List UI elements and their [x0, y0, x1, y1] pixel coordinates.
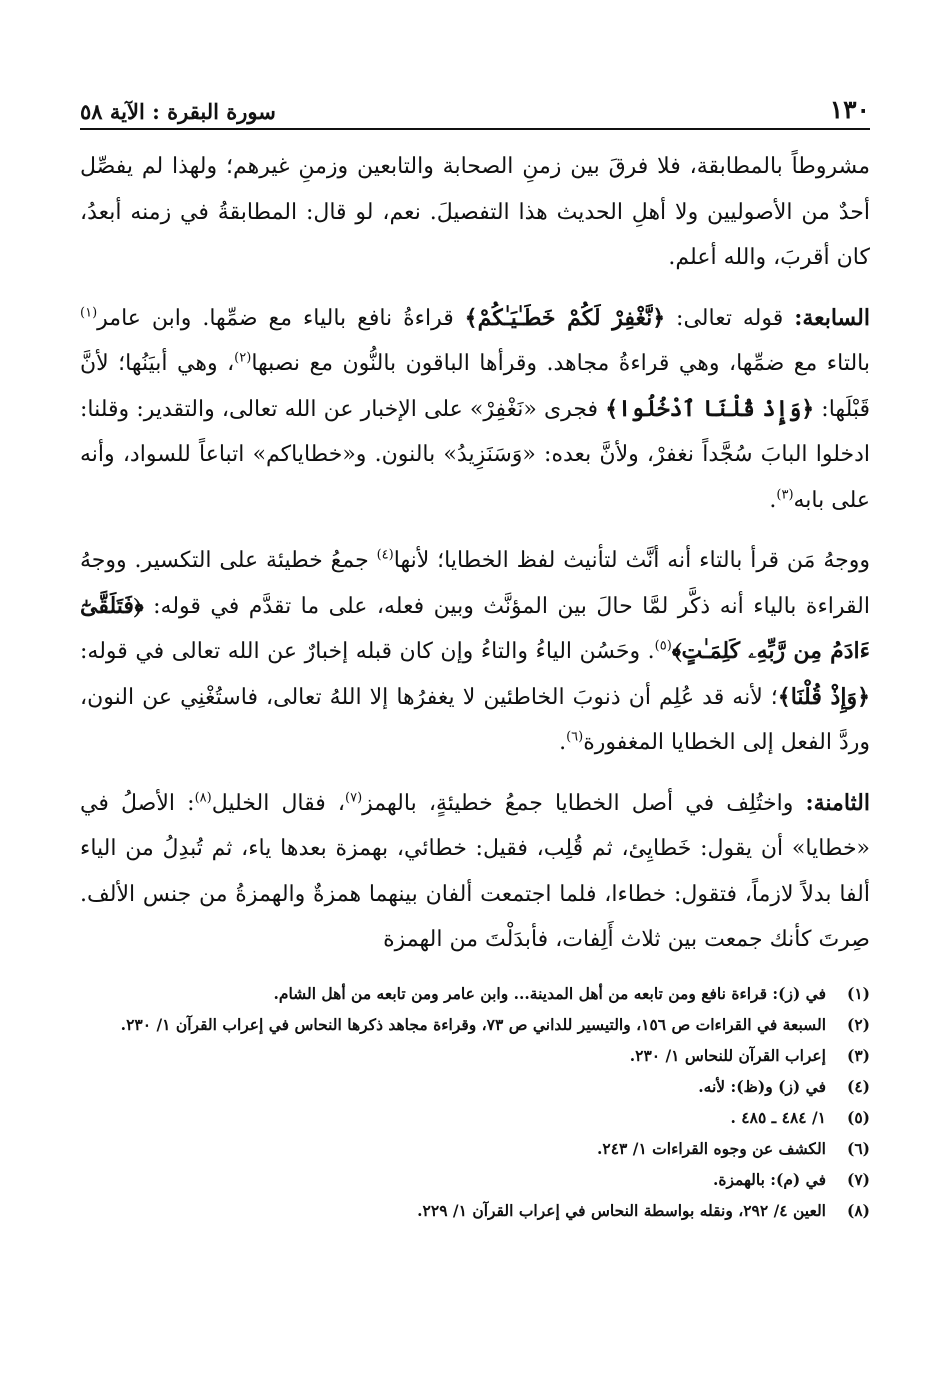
footnote-8 — [80, 1195, 870, 1226]
footnote-5 — [80, 1102, 870, 1133]
text-run: ، فقال الخليل — [211, 790, 346, 816]
footnote-ref-3[interactable]: (٣) — [776, 487, 794, 503]
paragraph-1 — [80, 144, 870, 281]
text-run: بالتاء مع ضمِّها، وهي قراءةُ مجاهد. وقرأها الباقون بالنُّون مع نصبها — [251, 351, 870, 376]
text-run: : الأصلُ في «خطايا» أن يقول: خَطايِئ، ثم قُلِب، فقيل: خطائي، بهمزة بعدها ياء، ثم تُبدِلُ من الياء ألفا بدلاً لازماً، فتقول: خطاءا، فلما اجتمعت ألفان بينهما همزةٌ والهمزةُ من جنس الألف. صِرتَ كأنك جمعت بين ثلاث أَلِفات، فأبدَلْتَ من الهمزة — [80, 790, 870, 952]
text-run: ووجهُ مَن قرأ بالتاء أنه أنَّث لتأنيث لفظ الخطايا؛ لأنها — [393, 548, 870, 573]
quran-verse: ﴿وَإِذْ قُلْنَا﴾ — [777, 683, 870, 710]
footnote-ref-5[interactable]: (٥) — [654, 638, 672, 654]
footnote-number: (٢) — [846, 1014, 870, 1034]
book-page — [80, 84, 870, 1226]
footnote-text: في (م): بالهمزة. — [712, 1169, 826, 1189]
footnote-ref-1[interactable]: (١) — [80, 305, 98, 321]
text-run: قوله تعالى: — [665, 305, 795, 331]
paragraph-3 — [80, 538, 870, 766]
footnote-text: السبعة في القراءات ص ١٥٦، والتيسير للداني ص ٧٣، وقراءة مجاهد ذكرها النحاس في إعراب القرآن ١/ ٢٣٠. — [120, 1014, 826, 1034]
page-number: ١٣٠ — [829, 95, 870, 124]
footnote-number: (٥) — [846, 1107, 870, 1127]
text-run: . وحَسُن الياءُ والتاءُ وإن كان قبله إخبارٌ عن الله تعالى في قوله: — [80, 639, 655, 664]
text-run: قراءةُ نافع بالياء مع ضمِّها. وابن عامر — [97, 305, 465, 331]
text-run: . — [559, 730, 567, 755]
footnote-2 — [80, 1009, 870, 1040]
quran-verse: ﴿وَإِذْ قُلْنَا ٱدْخُلُوا﴾ — [605, 395, 815, 422]
footnote-number: (١) — [846, 983, 870, 1003]
section-heading-seventh: السابعة: — [794, 304, 870, 331]
footnote-text: في (ز): قراءة نافع ومن تابعه من أهل المدينة... وابن عامر ومن تابعه من أهل الشام. — [273, 983, 826, 1003]
footnote-7 — [80, 1164, 870, 1195]
footnote-number: (٧) — [846, 1169, 870, 1189]
footnote-ref-7[interactable]: (٧) — [345, 790, 363, 806]
text-run: جمعُ خطيئة على التكسير. ووجهُ القراءة بالياء أنه ذكَّر لمَّا حالَ بين المؤنَّث وبين فعله، على ما تقدَّم في قوله: — [80, 548, 870, 619]
paragraph-eighth — [80, 781, 870, 963]
page-header — [80, 84, 870, 130]
paragraph-seventh — [80, 296, 870, 524]
footnote-ref-4[interactable]: (٤) — [376, 547, 394, 563]
footnotes — [80, 978, 870, 1226]
quran-verse: ﴿نَّغْفِرْ لَكُمْ خَطَـٰيَـٰكُمْ﴾ — [464, 304, 666, 331]
text-run: واختُلِف في أصل الخطايا جمعُ خطيئةٍ، بالهمز — [362, 790, 806, 816]
text-run: ؛ لأنه قد عُلِم أن ذنوبَ الخاطئين لا يغفرُها إلا اللهُ تعالى، فاستُغْنِي عن النون، وردَّ الفعل إلى الخطايا المغفورة — [80, 684, 870, 755]
footnote-number: (٦) — [846, 1138, 870, 1158]
quran-verse: ﴿فَتَلَقَّىٰٓ ءَادَمُ مِن رَّبِّهِۦ كَلِمَـٰتٍ﴾ — [80, 592, 870, 664]
text-run: . — [769, 487, 777, 513]
section-heading-eighth: الثامنة: — [805, 789, 870, 816]
text-run: ، وهي أبيَنُها؛ لأنَّ قَبْلَها: — [80, 351, 871, 422]
paragraph-1-text: مشروطاً بالمطابقة، فلا فرقَ بين زمنِ الصحابة والتابعين وزمنِ غيرهم؛ ولهذا لم يفصِّل أحدٌ من الأصوليين ولا أهلِ الحديث هذا التفصيلَ. نعم، لو قال: المطابقةُ في زمنه أبعدُ، كان أقربَ، والله أعلم. — [80, 154, 870, 270]
footnote-4 — [80, 1071, 870, 1102]
footnote-number: (٤) — [846, 1076, 870, 1096]
running-title: سورة البقرة : الآية ٥٨ — [80, 99, 276, 124]
footnote-text: العين ٤/ ٢٩٢، ونقله بواسطة النحاس في إعراب القرآن ١/ ٢٢٩. — [417, 1200, 826, 1220]
footnote-number: (٨) — [846, 1200, 870, 1220]
footnote-text: في (ز) و(ظ): لأنه. — [698, 1076, 826, 1096]
footnote-text: إعراب القرآن للنحاس ١/ ٢٣٠. — [629, 1045, 826, 1065]
text-run: فجرى «نَغْفِرْ» على الإخبار عن الله تعالى، والتقدير: وقلنا: ادخلوا البابَ سُجَّداً نغفرْ، ولأنَّ بعده: «وَسَنَزِيدُ» بالنون. و«خطاياكم» اتباعاً للسواد، وأنه على بابه — [80, 396, 870, 513]
footnote-ref-2[interactable]: (٢) — [234, 350, 252, 366]
footnote-text: الكشف عن وجوه القراءات ١/ ٢٤٣. — [597, 1138, 826, 1158]
footnote-1 — [80, 978, 870, 1009]
footnote-number: (٣) — [846, 1045, 870, 1065]
main-text — [80, 144, 870, 963]
footnote-6 — [80, 1133, 870, 1164]
footnote-ref-6[interactable]: (٦) — [566, 729, 584, 745]
footnote-text: ١/ ٤٨٤ ـ ٤٨٥ . — [730, 1107, 826, 1127]
footnote-ref-8[interactable]: (٨) — [194, 790, 212, 806]
footnote-3 — [80, 1040, 870, 1071]
